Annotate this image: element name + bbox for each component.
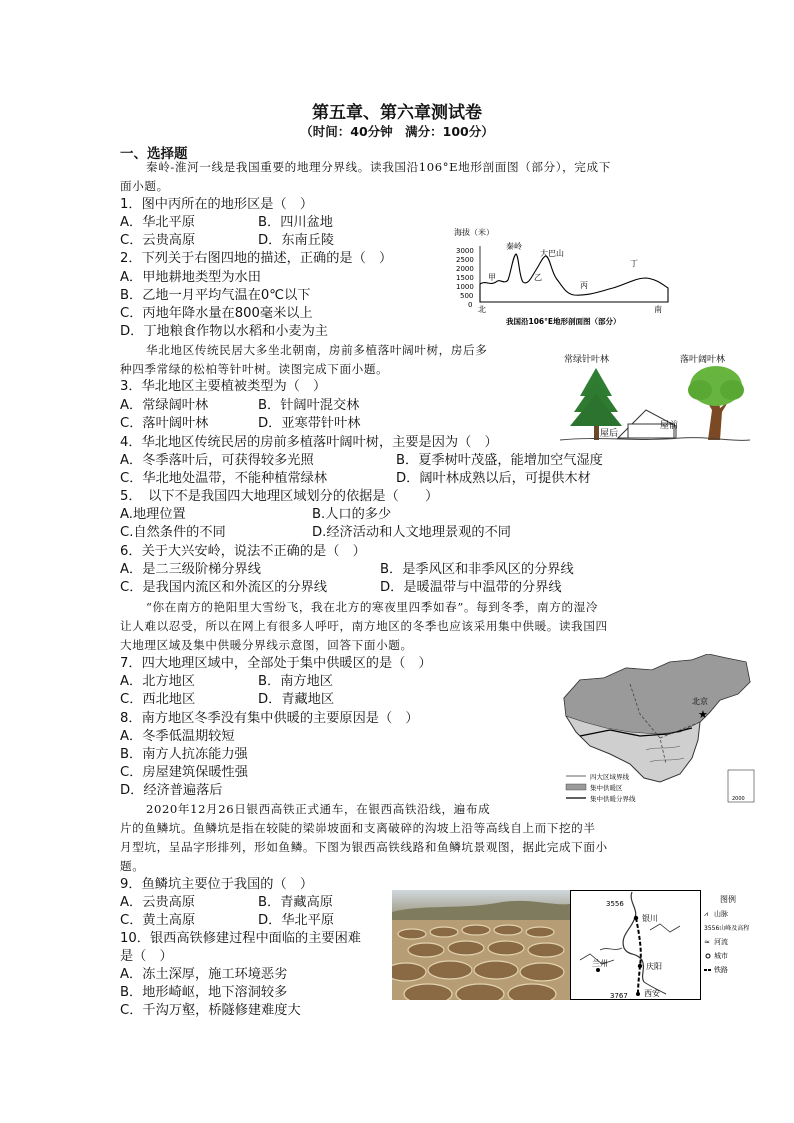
yinxi-railway-map bbox=[570, 890, 752, 1000]
profile-place-ding: 丁 bbox=[630, 259, 638, 268]
q5-option-b[interactable]: B.人口的多少 bbox=[312, 507, 392, 522]
q1-option-d[interactable]: D．东南丘陵 bbox=[258, 233, 335, 248]
railway-map-frame bbox=[571, 891, 701, 1000]
profile-south: 南 bbox=[654, 305, 662, 314]
intro4-line1: 2020年12月26日银西高铁正式通车，在银西高铁沿线，遍布成 bbox=[146, 802, 491, 816]
intro4-line2: 片的鱼鳞坑。鱼鳞坑是指在较陡的梁峁坡面和支离破碎的沟坡上沿等高线自上而下挖的半 bbox=[120, 821, 596, 835]
q8-option-c[interactable]: C．房屋建筑保暖性强 bbox=[120, 765, 248, 780]
q8-stem: 8．南方地区冬季没有集中供暖的主要原因是（ ） bbox=[120, 711, 419, 726]
intro3-line3: 大地理区域及集中供暖分界线示意图，回答下面小题。 bbox=[120, 638, 413, 652]
profile-north: 北 bbox=[478, 305, 486, 314]
q5-option-d[interactable]: D.经济活动和人文地理景观的不同 bbox=[312, 525, 511, 540]
q10-option-c[interactable]: C．千沟万壑，桥隧修建难度大 bbox=[120, 1003, 301, 1018]
q3-option-a[interactable]: A．常绿阔叶林 bbox=[120, 398, 209, 413]
q6-option-b[interactable]: B．是季风区和非季风区的分界线 bbox=[380, 562, 574, 577]
q1-option-c[interactable]: C．云贵高原 bbox=[120, 233, 196, 248]
city-yinchuan-dot bbox=[634, 916, 638, 920]
q2-option-a[interactable]: A．甲地耕地类型为水田 bbox=[120, 270, 261, 285]
q10-stem: 10．银西高铁修建过程中面临的主要困难 bbox=[120, 931, 361, 946]
q2-option-c[interactable]: C．丙地年降水量在800毫米以上 bbox=[120, 306, 313, 321]
intro3-line1: “你在南方的艳阳里大雪纷飞，我在北方的寒夜里四季如春”。每到冬季，南方的湿冷 bbox=[146, 600, 599, 614]
q2-option-b[interactable]: B．乙地一月平均气温在0℃以下 bbox=[120, 288, 311, 303]
profile-place-jia: 甲 bbox=[488, 273, 496, 282]
profile-tick-2500: 2500 bbox=[456, 256, 474, 264]
legend-river: 河流 bbox=[714, 938, 728, 946]
china-heating-map bbox=[560, 654, 756, 804]
q10-stem-cont: 是（ ） bbox=[120, 949, 173, 964]
profile-peak-qinling: 秦岭 bbox=[506, 242, 522, 251]
q3-option-b[interactable]: B．针阔叶混交林 bbox=[258, 398, 360, 413]
legend-peak: 3556山峰及高程 bbox=[704, 925, 750, 932]
q1-stem: 1．图中丙所在的地形区是（ ） bbox=[120, 197, 314, 212]
legend-mountain-icon: ⩘ bbox=[704, 910, 708, 918]
peak-3767: 3767 bbox=[610, 992, 628, 1000]
q1-option-a[interactable]: A．华北平原 bbox=[120, 215, 195, 230]
intro1-line1: 秦岭-淮河一线是我国重要的地理分界线。读我国沿106°E地形剖面图（部分），完成下 bbox=[146, 160, 611, 174]
q6-option-d[interactable]: D．是暖温带与中温带的分界线 bbox=[380, 580, 562, 595]
legend-river-icon: ≈ bbox=[704, 938, 710, 946]
legend-regions: 四大区域界线 bbox=[590, 773, 629, 781]
q4-stem: 4．华北地区传统民居的房前多植落叶阔叶树，主要是因为（ ） bbox=[120, 435, 498, 450]
q4-option-d[interactable]: D．阔叶林成熟以后，可提供木材 bbox=[396, 471, 591, 486]
q4-option-c[interactable]: C．华北地处温带，不能种植常绿林 bbox=[120, 471, 328, 486]
intro3-line2: 让人难以忍受，所以在网上有很多人呼吁，南方地区的冬季也应该采用集中供暖。读我国四 bbox=[120, 619, 608, 633]
legend-city-icon bbox=[706, 954, 710, 958]
q8-option-d[interactable]: D．经济普遍落后 bbox=[120, 783, 223, 798]
map-label-beijing: 北京 bbox=[692, 697, 708, 706]
fish-scale-pits-photo bbox=[392, 890, 570, 1000]
profile-tick-2000: 2000 bbox=[456, 265, 474, 273]
intro4-line4: 题。 bbox=[120, 859, 145, 873]
broadleaf-tree bbox=[688, 366, 744, 440]
q6-option-c[interactable]: C．是我国内流区和外流区的分界线 bbox=[120, 580, 328, 595]
legend-boundary: 集中供暖分界线 bbox=[590, 795, 636, 803]
q5-stem: 5． 以下不是我国四大地理区域划分的依据是（ ） bbox=[120, 489, 439, 504]
q9-option-d[interactable]: D．华北平原 bbox=[258, 913, 335, 928]
legend-swatch-heating bbox=[566, 784, 586, 790]
q2-stem: 2．下列关于右图四地的描述，正确的是（ ） bbox=[120, 251, 393, 266]
legend-heating: 集中供暖区 bbox=[590, 784, 623, 792]
q4-option-a[interactable]: A．冬季落叶后，可获得较多光照 bbox=[120, 453, 314, 468]
q9-stem: 9．鱼鳞坑主要位于我国的（ ） bbox=[120, 877, 314, 892]
profile-place-yi: 乙 bbox=[534, 273, 542, 282]
q3-stem: 3．华北地区主要植被类型为（ ） bbox=[120, 379, 327, 394]
q6-stem: 6．关于大兴安岭，说法不正确的是（ ） bbox=[120, 544, 366, 559]
city-xian-dot bbox=[636, 992, 640, 996]
legend-title: 图例 bbox=[720, 895, 736, 904]
section-heading: 一、选择题 bbox=[120, 146, 188, 162]
q2-option-d[interactable]: D．丁地粮食作物以水稻和小麦为主 bbox=[120, 324, 328, 339]
q3-option-d[interactable]: D．亚寒带针叶林 bbox=[258, 416, 361, 431]
q7-option-d[interactable]: D．青藏地区 bbox=[258, 692, 335, 707]
inset-scale: 2000 bbox=[732, 796, 745, 802]
q7-option-b[interactable]: B．南方地区 bbox=[258, 674, 333, 689]
q9-option-c[interactable]: C．黄土高原 bbox=[120, 913, 196, 928]
legend-rail: 铁路 bbox=[714, 966, 728, 974]
city-lanzhou-dot bbox=[596, 968, 600, 972]
profile-tick-1500: 1500 bbox=[456, 274, 474, 282]
intro1-line2: 面小题。 bbox=[120, 179, 169, 193]
label-evergreen-conifer: 常绿针叶林 bbox=[564, 355, 610, 365]
profile-tick-500: 500 bbox=[460, 292, 474, 300]
q7-stem: 7．四大地理区域中，全部处于集中供暖区的是（ ） bbox=[120, 656, 432, 671]
legend-city: 城市 bbox=[714, 952, 728, 960]
profile-terrain-line bbox=[480, 254, 668, 302]
profile-tick-0: 0 bbox=[468, 301, 473, 309]
q5-option-a[interactable]: A.地理位置 bbox=[120, 507, 186, 522]
intro4-line3: 月型坑，呈品字形排列，形如鱼鳞。下图为银西高铁线路和鱼鳞坑景观图，据此完成下面小 bbox=[120, 840, 608, 854]
beijing-star-icon: ★ bbox=[698, 708, 708, 721]
profile-place-bing: 丙 bbox=[580, 281, 588, 290]
q8-option-a[interactable]: A．冬季低温期较短 bbox=[120, 729, 235, 744]
profile-ylabel: 海拔（米） bbox=[454, 228, 494, 237]
profile-tick-3000: 3000 bbox=[456, 247, 474, 255]
profile-peak-dabashan: 大巴山 bbox=[540, 249, 564, 258]
city-qingyang: 庆阳 bbox=[646, 962, 662, 971]
legend-mountain: 山脉 bbox=[714, 910, 728, 918]
q10-option-b[interactable]: B．地形崎岖，地下溶洞较多 bbox=[120, 985, 288, 1000]
profile-tick-1000: 1000 bbox=[456, 283, 474, 291]
city-qingyang-dot bbox=[638, 964, 642, 968]
label-deciduous-broadleaf: 落叶阔叶林 bbox=[680, 355, 726, 365]
heating-zone bbox=[564, 654, 750, 734]
q5-option-c[interactable]: C.自然条件的不同 bbox=[120, 525, 226, 540]
page-subtitle: （时间：40分钟 满分：100分） bbox=[300, 124, 494, 139]
peak-3556: 3556 bbox=[606, 900, 624, 908]
profile-caption: 我国沿106°E地形剖面图（部分） bbox=[506, 317, 621, 326]
q3-option-c[interactable]: C．落叶阔叶林 bbox=[120, 416, 209, 431]
city-lanzhou: 兰州 bbox=[592, 959, 608, 968]
q10-option-a[interactable]: A．冻土深厚，施工环境恶劣 bbox=[120, 967, 288, 982]
q1-option-b[interactable]: B．四川盆地 bbox=[258, 215, 333, 230]
page-title: 第五章、第六章测试卷 bbox=[312, 103, 482, 123]
terrain-profile-figure bbox=[448, 222, 678, 332]
intro2-line2: 种四季常绿的松柏等针叶树。读图完成下面小题。 bbox=[120, 362, 389, 376]
q9-option-b[interactable]: B．青藏高原 bbox=[258, 895, 333, 910]
city-yinchuan: 银川 bbox=[642, 914, 658, 923]
q6-option-a[interactable]: A．是二三级阶梯分界线 bbox=[120, 562, 261, 577]
house-trees-figure bbox=[560, 350, 750, 450]
label-house-back: 屋后 bbox=[600, 429, 619, 439]
q8-option-b[interactable]: B．南方人抗冻能力强 bbox=[120, 747, 248, 762]
q9-option-a[interactable]: A．云贵高原 bbox=[120, 895, 195, 910]
q7-option-a[interactable]: A．北方地区 bbox=[120, 674, 195, 689]
city-xian: 西安 bbox=[644, 989, 660, 998]
q7-option-c[interactable]: C．西北地区 bbox=[120, 692, 196, 707]
q4-option-b[interactable]: B．夏季树叶茂盛，能增加空气湿度 bbox=[396, 453, 603, 468]
intro2-line1: 华北地区传统民居大多坐北朝南，房前多植落叶阔叶树，房后多 bbox=[146, 343, 488, 357]
label-house-front: 屋前 bbox=[660, 421, 679, 431]
